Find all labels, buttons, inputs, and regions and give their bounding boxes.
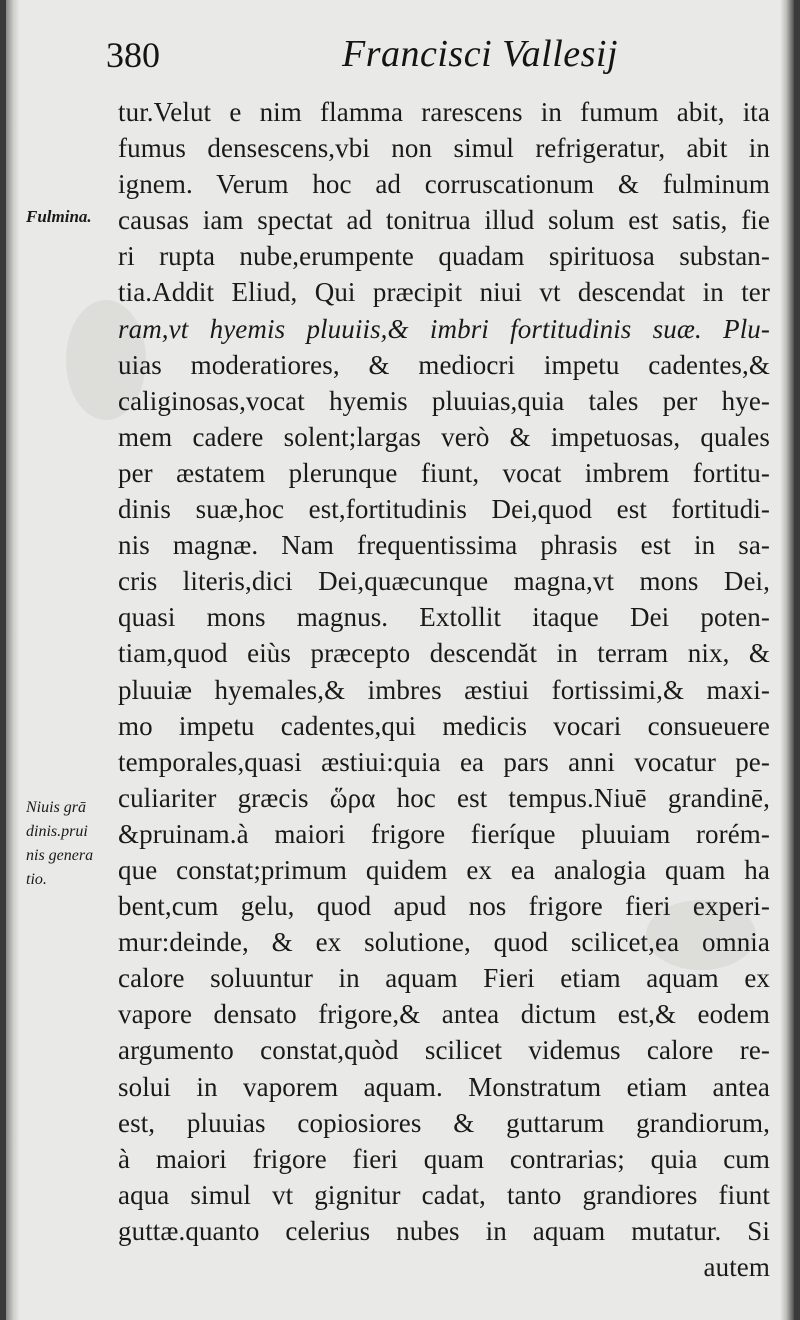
margin-note-line: Fulmina. — [26, 207, 92, 226]
text-line: caliginosas,vocat hyemis pluuias,quia tales per hye- — [118, 385, 770, 416]
text-line: aqua simul vt gignitur cadat, tanto grandiores fiunt — [118, 1179, 770, 1210]
text-line: argumento constat,quòd scilicet videmus calore re- — [118, 1035, 770, 1066]
text-line: mur:deinde, & ex solutione, quod scilicet,ea omnia — [118, 927, 770, 958]
text-line: per æstatem plerunque fiunt, vocat imbrem fortitu- — [118, 457, 770, 488]
catchword: autem — [703, 1252, 770, 1282]
margin-note-fulmina — [26, 205, 116, 229]
text-line: bent,cum gelu, quod apud nos frigore fieri experi- — [118, 891, 770, 922]
text-line: &pruinam.à maiori frigore fieríque pluuiam rorém- — [118, 818, 770, 849]
body-text — [118, 94, 770, 1285]
text-line: à maiori frigore fieri quam contrarias; quia cum — [118, 1143, 770, 1174]
text-line: culiariter græcis ὥρα hoc est tempus.Niuē grandinē, — [118, 782, 770, 813]
text-line: mo impetu cadentes,qui medicis vocari consueuere — [118, 710, 770, 741]
text-line: fumus densescens,vbi non simul refrigeratur, abit in — [118, 133, 770, 164]
text-line: tia.Addit Eliud, Qui præcipit niui vt descendat in ter — [118, 277, 770, 308]
text-line: nis magnæ. Nam frequentissima phrasis est in sa- — [118, 530, 770, 561]
text-line: pluuiæ hyemales,& imbres æstiui fortissimi,& maxi- — [118, 674, 770, 705]
margin-note-line: dinis.prui — [26, 823, 88, 840]
margin-note-niuis — [26, 796, 116, 892]
text-line: que constat;primum quidem ex ea analogia quam ha — [118, 854, 770, 885]
text-line: cris literis,dici Dei,quæcunque magna,vt mons Dei, — [118, 566, 770, 597]
page-number: 380 — [106, 35, 160, 75]
page-header — [106, 28, 766, 84]
text-line: vapore densato frigore,& antea dictum est,& eodem — [118, 999, 770, 1030]
text-line: quasi mons magnus. Extollit itaque Dei poten- — [118, 602, 770, 633]
book-page — [6, 0, 794, 1320]
running-head: Francisci Vallesij — [342, 33, 619, 75]
text-line: ri rupta nube,erumpente quadam spirituosa substan- — [118, 241, 770, 272]
text-line: solui in vaporem aquam. Monstratum etiam antea — [118, 1071, 770, 1102]
text-line: ignem. Verum hoc ad corruscationum & fulminum — [118, 169, 770, 200]
text-line: causas iam spectat ad tonitrua illud solum est satis, fie — [118, 205, 770, 236]
text-line: guttæ.quanto celerius nubes in aquam mutatur. Si — [118, 1215, 770, 1246]
text-line: est, pluuias copiosiores & guttarum grandiorum, — [118, 1107, 770, 1138]
margin-note-line: tio. — [26, 871, 47, 888]
text-line: ram,vt hyemis pluuiis,& imbri fortitudinis suæ. Plu- — [118, 313, 770, 344]
margin-note-line: nis genera — [26, 847, 94, 864]
text-line: calore soluuntur in aquam Fieri etiam aquam ex — [118, 963, 770, 994]
text-line: uias moderatiores, & mediocri impetu cadentes,& — [118, 349, 770, 380]
text-line: tiam,quod eiùs præcepto descendăt in terram nix, & — [118, 638, 770, 669]
text-line: tur.Velut e nim flamma rarescens in fumum abit, ita — [118, 97, 770, 127]
text-line: temporales,quasi æstiui:quia ea pars anni vocatur pe- — [118, 746, 770, 777]
text-line: mem cadere solent;largas verò & impetuosas, quales — [118, 421, 770, 452]
text-line: dinis suæ,hoc est,fortitudinis Dei,quod est fortitudi- — [118, 494, 770, 525]
margin-note-line: Niuis grā — [26, 799, 87, 816]
